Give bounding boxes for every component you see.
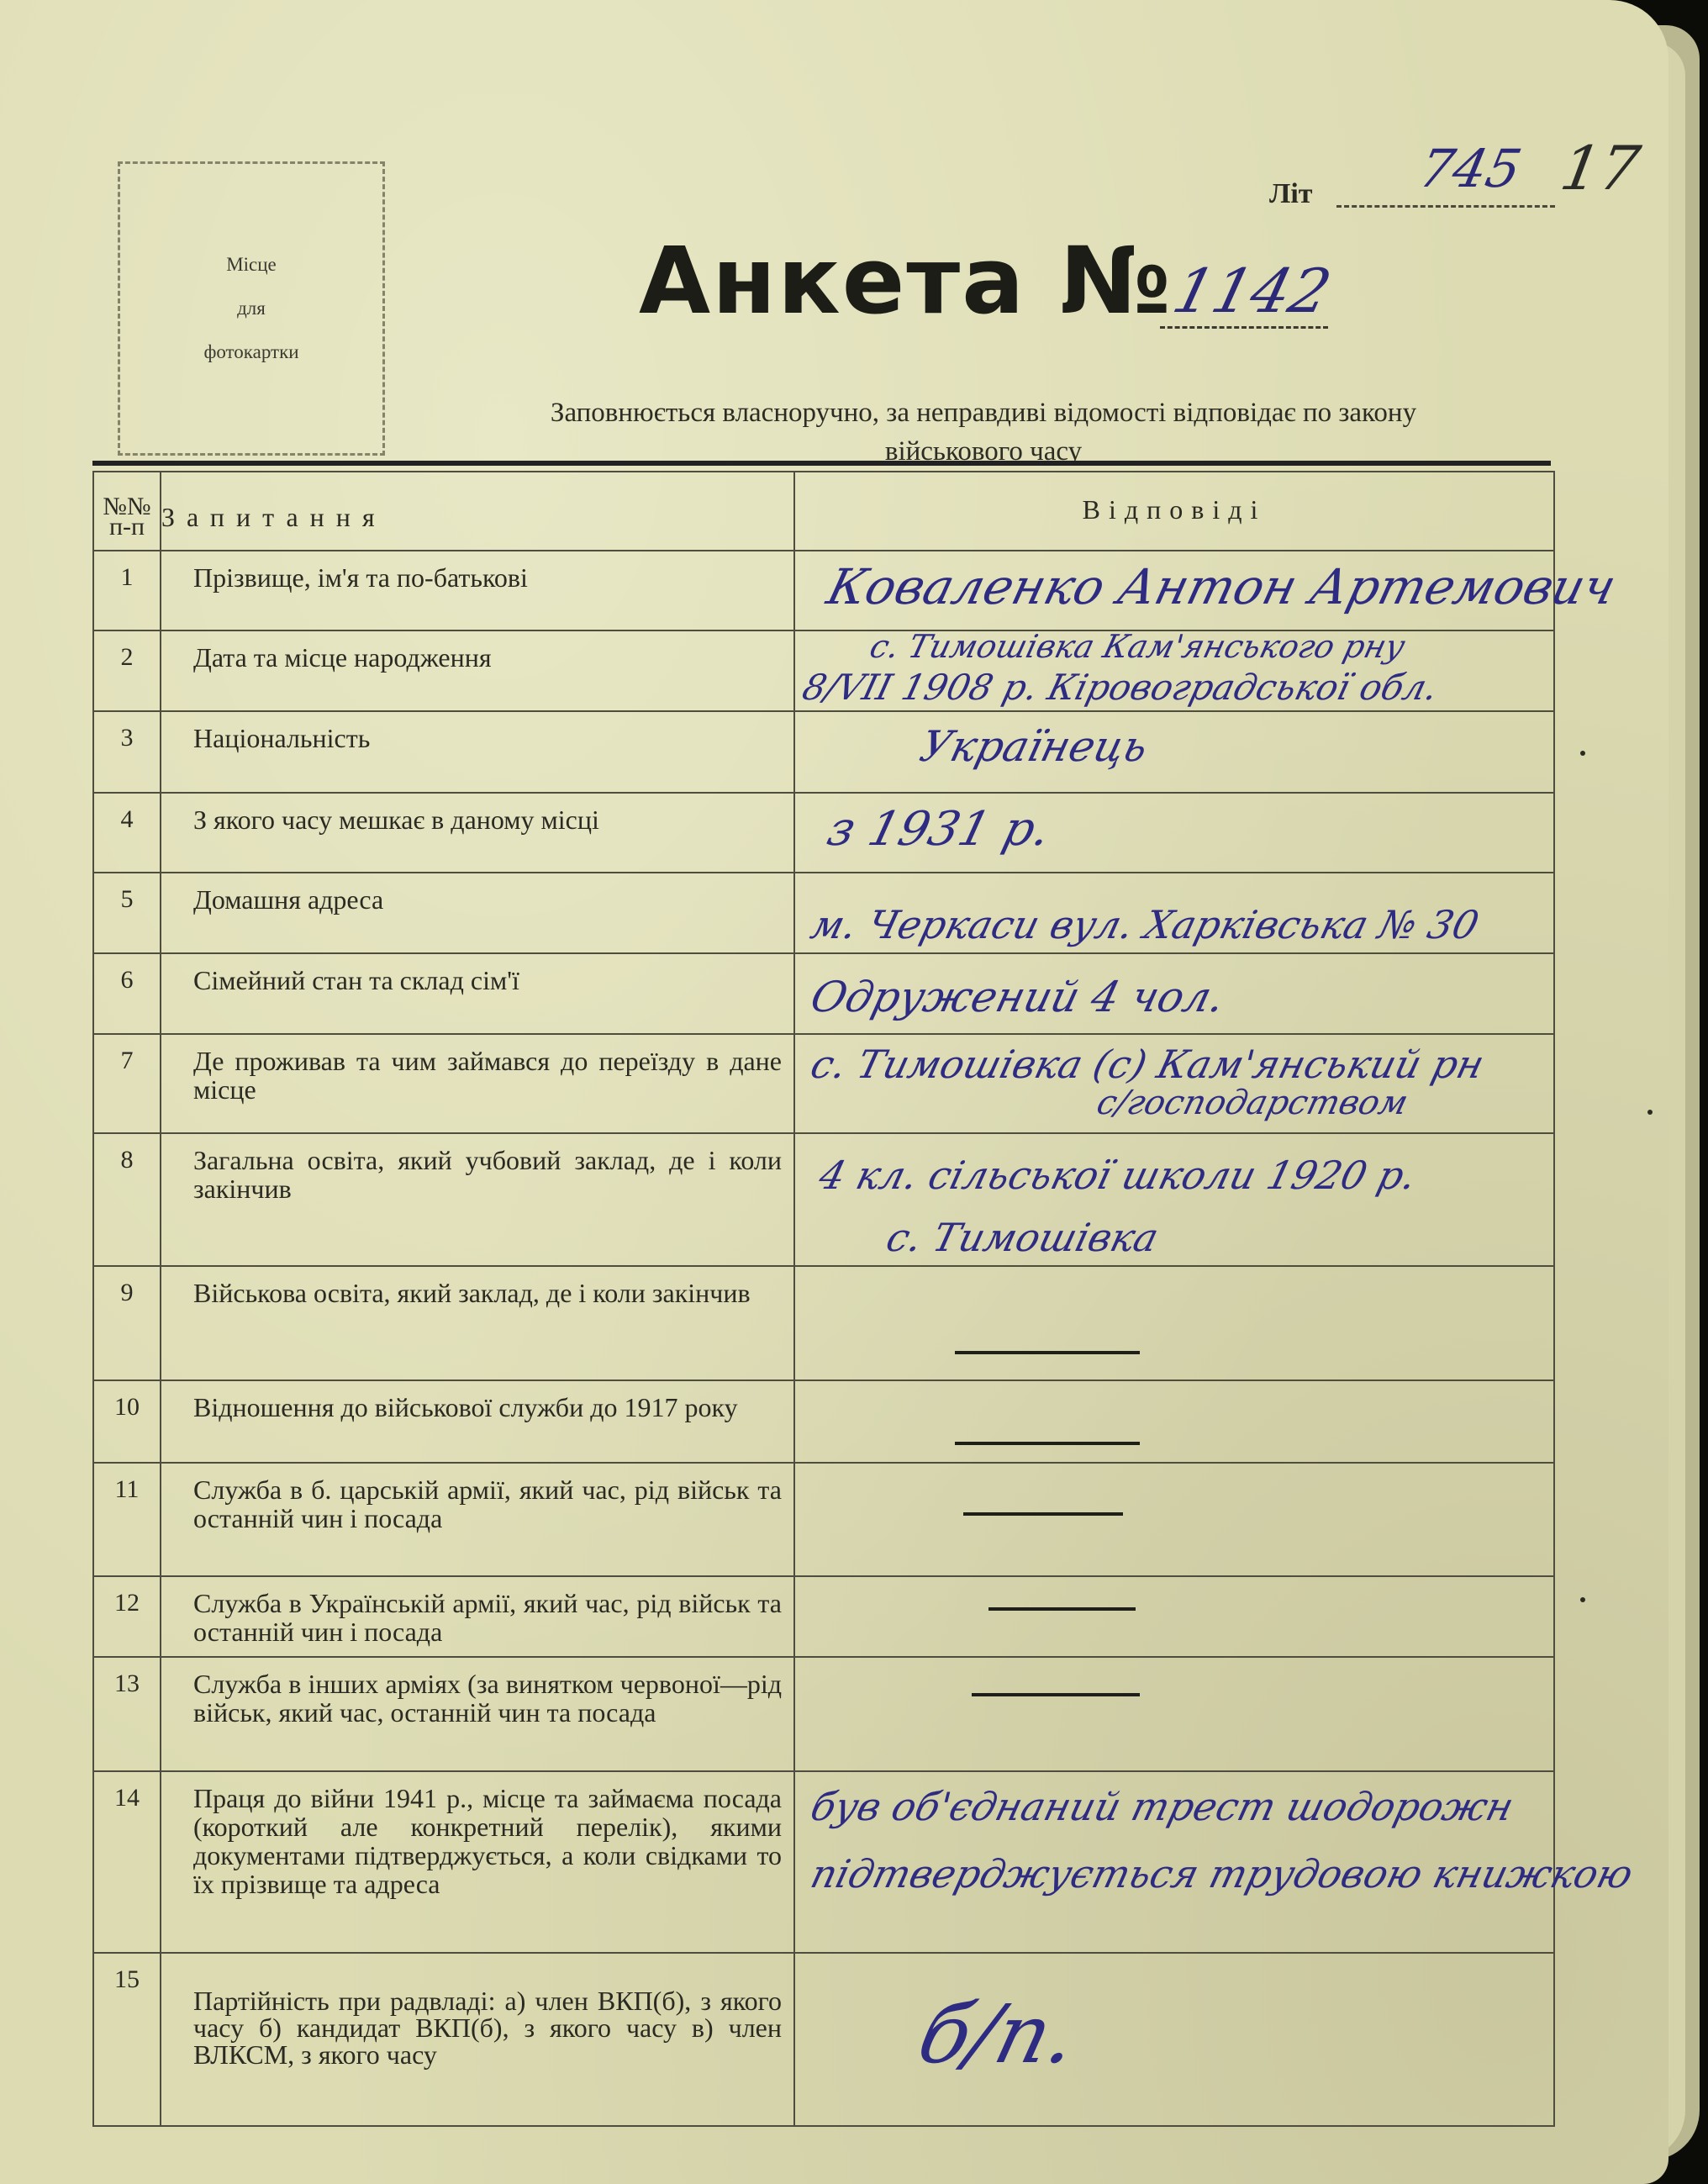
row-number: 2 <box>93 630 161 711</box>
row-question: Відношення до військової служби до 1917 року <box>161 1380 794 1463</box>
row-number: 15 <box>93 1953 161 2126</box>
anketa-number-underline <box>1160 326 1328 329</box>
row-number: 10 <box>93 1380 161 1463</box>
empty-answer-dash <box>955 1442 1140 1445</box>
lit-underline <box>1336 205 1555 208</box>
table-row <box>93 551 1554 630</box>
answer-handwriting: с. Тимошівка Кам'янського рну <box>866 628 1410 665</box>
table-row <box>93 1266 1554 1380</box>
answer-handwriting: був об'єднаний трест шодорожн <box>806 1784 1519 1829</box>
table-row <box>93 1380 1554 1463</box>
row-answer <box>794 711 1554 793</box>
answer-handwriting: б/п. <box>909 1987 1088 2081</box>
answer-handwriting: Українець <box>915 722 1153 771</box>
row-question: Праця до війни 1941 р., місце та займаєма посада (короткий але конкретний перелік), якими документами підтверджується, а коли свідками то їх прізвище та адреса <box>161 1771 794 1953</box>
row-question: Партійність при радвладі: а) член ВКП(б), з якого часу б) кандидат ВКП(б), з якого часу в) член ВЛКСМ, з якого часу <box>161 1953 794 2126</box>
subtitle-line1: Заповнюється власноручно, за неправдиві відомості відповідає по закону <box>550 398 1417 428</box>
photo-label-line3: фотокартки <box>203 341 299 362</box>
lit-number: 745 <box>1414 138 1527 199</box>
answer-handwriting: 4 кл. сільської школи 1920 р. <box>814 1153 1421 1198</box>
row-question: Служба в інших арміях (за винятком червоної—рід військ, який час, останній чин та посада <box>161 1657 794 1771</box>
row-answer <box>794 793 1554 873</box>
answer-handwriting: з 1931 р. <box>821 802 1057 857</box>
answer-handwriting: с/господарством <box>1093 1084 1412 1122</box>
row-number: 3 <box>93 711 161 793</box>
table-row <box>93 1576 1554 1657</box>
row-answer <box>794 1657 1554 1771</box>
row-number: 11 <box>93 1463 161 1576</box>
row-question: Служба в б. царській армії, який час, рід військ та останній чин і посада <box>161 1463 794 1576</box>
answer-handwriting: 8/VII 1908 р. Кіровоградської обл. <box>798 667 1442 708</box>
answer-handwriting: с. Тимошівка (с) Кам'янський рн <box>806 1042 1489 1087</box>
table-row <box>93 1133 1554 1266</box>
corner-number: 17 <box>1555 133 1646 203</box>
table-row <box>93 1034 1554 1133</box>
subtitle <box>403 393 1563 471</box>
table-row <box>93 1771 1554 1953</box>
lit-label: Літ <box>1269 178 1313 209</box>
row-number: 4 <box>93 793 161 873</box>
row-answer <box>794 630 1554 711</box>
row-answer <box>794 1133 1554 1266</box>
ink-mark <box>1580 751 1585 756</box>
empty-answer-dash <box>972 1693 1140 1696</box>
subtitle-line2: військового часу <box>884 436 1083 467</box>
empty-answer-dash <box>963 1512 1123 1516</box>
row-answer <box>794 1463 1554 1576</box>
photo-label-line2: для <box>237 298 266 319</box>
row-question: Загальна освіта, який учбовий заклад, де і коли закінчив <box>161 1133 794 1266</box>
row-question: Сімейний стан та склад сім'ї <box>161 953 794 1034</box>
row-answer <box>794 551 1622 630</box>
ink-mark <box>1647 1110 1653 1115</box>
answer-handwriting: м. Черкаси вул. Харківська № 30 <box>806 902 1484 947</box>
row-number: 5 <box>93 873 161 953</box>
row-question: Служба в Українській армії, який час, рід військ та останній чин і посада <box>161 1576 794 1657</box>
table-row <box>93 873 1554 953</box>
table-row <box>93 1657 1554 1771</box>
answer-handwriting: Коваленко Антон Артемович <box>821 558 1622 615</box>
row-number: 6 <box>93 953 161 1034</box>
row-answer <box>794 1380 1554 1463</box>
table-row <box>93 711 1554 793</box>
photo-placeholder <box>118 161 385 456</box>
table-row <box>93 953 1554 1034</box>
row-answer <box>794 873 1554 953</box>
photo-label-line1: Місце <box>226 254 277 275</box>
row-answer <box>794 1034 1554 1133</box>
table-top-rule <box>92 461 1551 466</box>
table-row <box>93 630 1554 711</box>
ink-mark <box>1580 1597 1585 1602</box>
row-answer <box>794 953 1554 1034</box>
anketa-number: 1142 <box>1166 256 1338 326</box>
row-number: 8 <box>93 1133 161 1266</box>
answer-handwriting: підтверджується трудовою книжкою <box>806 1851 1638 1896</box>
row-number: 12 <box>93 1576 161 1657</box>
row-question: Прізвище, ім'я та по-батькові <box>161 551 794 630</box>
page-title: Анкета № <box>639 227 1173 335</box>
row-question: Дата та місце народження <box>161 630 794 711</box>
row-question: З якого часу мешкає в даному місці <box>161 793 794 873</box>
row-number: 9 <box>93 1266 161 1380</box>
table-row <box>93 1953 1554 2126</box>
row-question: Військова освіта, який заклад, де і коли закінчив <box>161 1266 794 1380</box>
row-number: 1 <box>93 551 161 630</box>
table-header-row <box>93 472 1554 551</box>
row-question: Домашня адреса <box>161 873 794 953</box>
row-answer <box>794 1576 1554 1657</box>
row-number: 13 <box>93 1657 161 1771</box>
row-question: Національність <box>161 711 794 793</box>
row-answer <box>794 1953 1554 2126</box>
row-answer <box>794 1266 1554 1380</box>
table-row <box>93 1463 1554 1576</box>
questionnaire-table <box>92 471 1638 2127</box>
row-question: Де проживав та чим займався до переїзду в дане місце <box>161 1034 794 1133</box>
empty-answer-dash <box>955 1351 1140 1354</box>
empty-answer-dash <box>988 1607 1136 1611</box>
header-answer: Відповіді <box>794 472 1554 551</box>
row-number: 14 <box>93 1771 161 1953</box>
header-num: №№ п-п <box>93 472 161 551</box>
row-number: 7 <box>93 1034 161 1133</box>
answer-handwriting: Одружений 4 чол. <box>805 973 1231 1021</box>
row-answer <box>794 1771 1638 1953</box>
answer-handwriting: с. Тимошівка <box>882 1215 1163 1260</box>
header-question: Запитання <box>161 472 794 551</box>
table-row <box>93 793 1554 873</box>
